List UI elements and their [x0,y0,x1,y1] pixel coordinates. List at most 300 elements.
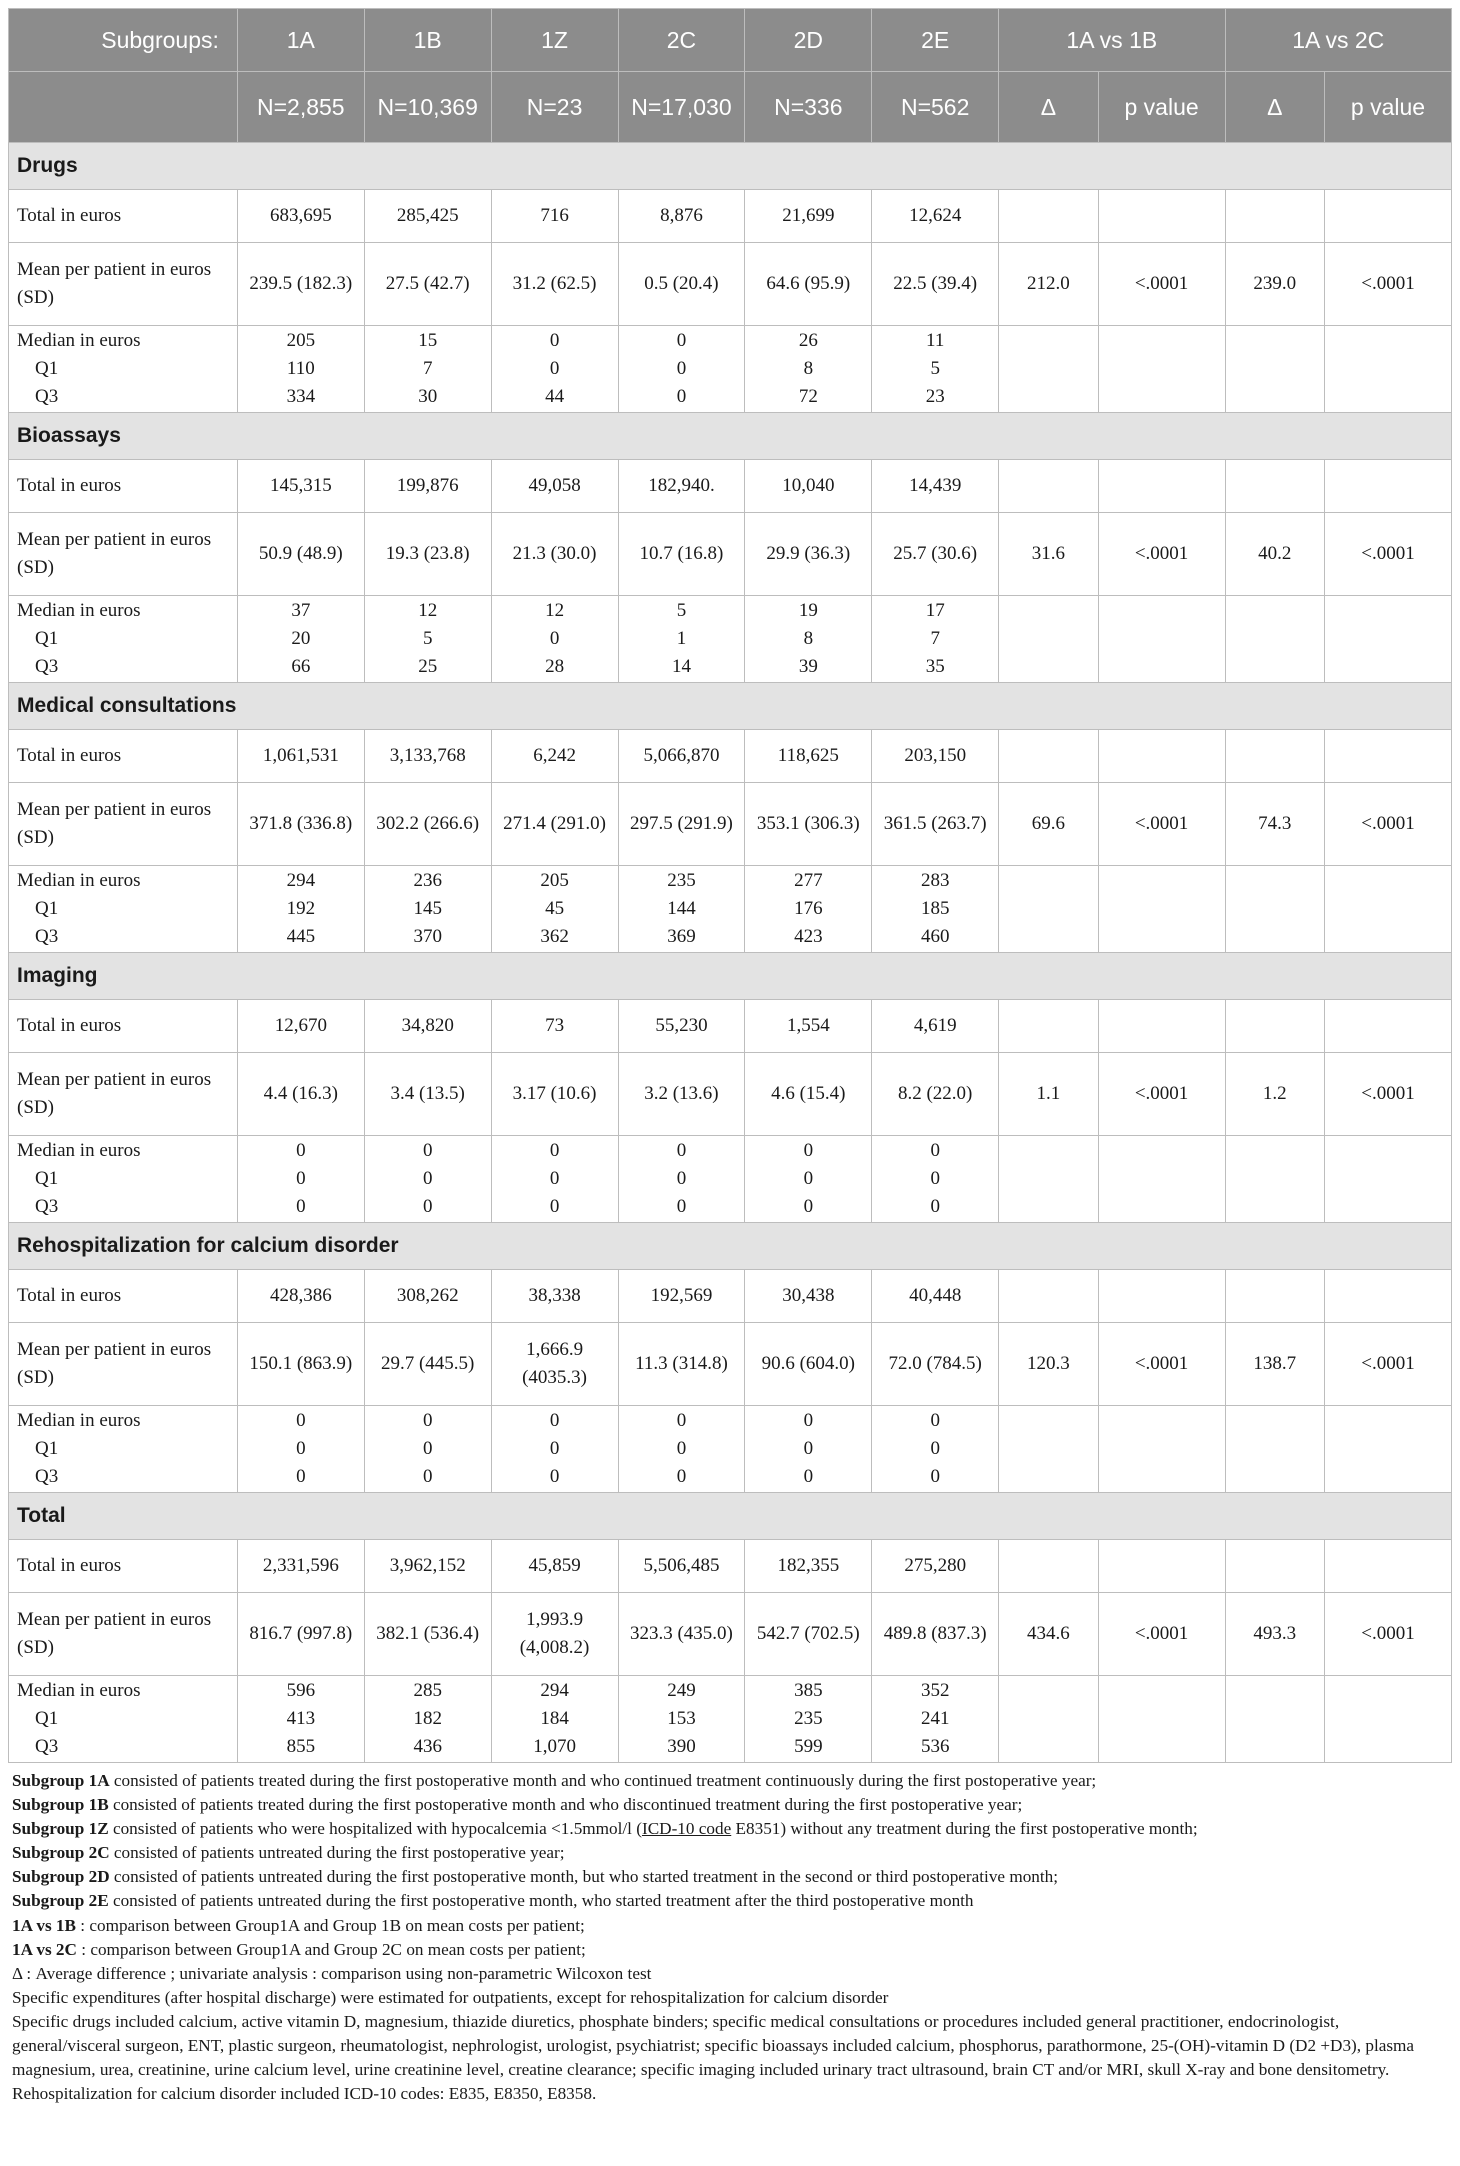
section-header-bioassays [9,413,1452,460]
median-value: 0 [296,1410,306,1431]
median-value: 17 [925,600,945,621]
row-label-mean: Mean per patient in euros (SD) [9,1323,238,1406]
quartiles-2d [745,596,872,683]
mean-value-2c: 3.2 (13.6) [618,1053,745,1136]
q1-value: 0 [549,1168,560,1189]
total-value-2e: 14,439 [872,460,999,513]
q3-value: 1,070 [533,1736,576,1757]
section-title-rehospitalization: Rehospitalization for calcium disorder [9,1223,1452,1270]
empty-cell [1225,596,1325,683]
table-row-total-rehospitalization [9,1270,1452,1323]
total-value-1z: 49,058 [491,460,618,513]
median-value: 15 [418,330,438,351]
q3-value: 30 [418,386,438,407]
total-value-2c: 182,940. [618,460,745,513]
q1-value: 0 [422,1168,433,1189]
median-value: 0 [676,1140,687,1161]
q3-value: 369 [667,926,696,947]
row-label-median-quartiles [9,1406,238,1493]
empty-cell [1225,1270,1325,1323]
table-row-mean-total [9,1593,1452,1676]
row-label-mean: Mean per patient in euros (SD) [9,513,238,596]
total-value-2e: 12,624 [872,190,999,243]
mean-value-2d: 29.9 (36.3) [745,513,872,596]
total-value-2d: 21,699 [745,190,872,243]
q1-value: 20 [291,628,311,649]
median-value: 19 [798,600,818,621]
delta-1a-vs-1b: 31.6 [999,513,1099,596]
q3-value: 0 [296,1466,306,1487]
empty-cell [1098,326,1225,413]
empty-cell [999,730,1099,783]
empty-cell [999,1406,1099,1493]
empty-cell [1325,460,1452,513]
q3-label: Q3 [35,1466,59,1487]
pvalue-1a-vs-1b: <.0001 [1098,243,1225,326]
mean-value-1a: 239.5 (182.3) [237,243,364,326]
q1-label: Q1 [35,358,59,379]
q1-label: Q1 [35,628,59,649]
q1-value: 0 [296,1438,306,1459]
q1-value: 235 [794,1708,823,1729]
total-value-1a: 1,061,531 [237,730,364,783]
table-row-median-total [9,1676,1452,1763]
delta-header-1b: Δ [999,72,1099,143]
median-value: 0 [422,1140,433,1161]
q3-value: 0 [930,1196,940,1217]
median-value: 0 [549,1140,560,1161]
group-label-2c: 2C [618,9,745,72]
mean-value-1z: 271.4 (291.0) [491,783,618,866]
q1-value: 0 [930,1168,940,1189]
q3-value: 14 [671,656,691,677]
footnote-subgroup-1a: Subgroup 1A consisted of patients treated during the first postoperative month and who continued treatment continuously during the first postoperative year; [12,1771,1097,1790]
row-label-median-quartiles [9,326,238,413]
section-header-drugs [9,143,1452,190]
empty-cell [1098,1406,1225,1493]
q3-value: 0 [676,1196,687,1217]
row-label-median-quartiles [9,596,238,683]
total-value-2c: 55,230 [618,1000,745,1053]
delta-1a-vs-1b: 1.1 [999,1053,1099,1136]
total-value-1b: 199,876 [364,460,491,513]
section-header-imaging [9,953,1452,1000]
empty-cell [1325,596,1452,683]
empty-cell [1325,1000,1452,1053]
pvalue-header-1b: p value [1098,72,1225,143]
total-value-1b: 3,962,152 [364,1540,491,1593]
q1-value: 5 [422,628,433,649]
section-header-medical-consultations [9,683,1452,730]
q3-value: 334 [286,386,316,407]
median-value: 283 [920,870,950,891]
q3-value: 445 [286,926,316,947]
empty-cell [1225,730,1325,783]
pvalue-1a-vs-2c: <.0001 [1325,1593,1452,1676]
median-value: 205 [540,870,569,891]
total-value-2e: 40,448 [872,1270,999,1323]
q1-value: 0 [803,1438,814,1459]
empty-cell [1225,1136,1325,1223]
table-row-median-bioassays [9,596,1452,683]
delta-1a-vs-2c: 239.0 [1225,243,1325,326]
row-label-mean: Mean per patient in euros (SD) [9,243,238,326]
q3-value: 0 [803,1196,814,1217]
section-header-rehospitalization [9,1223,1452,1270]
delta-1a-vs-2c: 74.3 [1225,783,1325,866]
footnote-subgroup-1b: Subgroup 1B consisted of patients treated during the first postoperative month and who discontinued treatment during the first postoperative year; [12,1795,1023,1815]
q1-value: 1 [676,628,687,649]
q1-value: 182 [413,1708,442,1729]
table-footnotes [8,1769,1452,2106]
q1-value: 0 [930,1438,940,1459]
empty-cell [1225,460,1325,513]
q3-label: Q3 [35,1736,59,1757]
quartiles-2e [872,1136,999,1223]
total-value-1b: 3,133,768 [364,730,491,783]
cost-table-container [8,8,1452,2106]
row-label-total: Total in euros [9,1540,238,1593]
median-label: Median in euros [17,1680,141,1701]
mean-value-1a: 150.1 (863.9) [237,1323,364,1406]
median-value: 11 [926,330,945,351]
delta-1a-vs-1b: 212.0 [999,243,1099,326]
total-value-2d: 30,438 [745,1270,872,1323]
empty-cell [1325,190,1452,243]
empty-cell [1098,190,1225,243]
row-label-median-quartiles [9,1676,238,1763]
empty-cell [999,1676,1099,1763]
pvalue-1a-vs-1b: <.0001 [1098,783,1225,866]
table-row-median-drugs [9,326,1452,413]
q1-value: 176 [794,898,823,919]
empty-cell [1098,730,1225,783]
mean-value-1z: 31.2 (62.5) [491,243,618,326]
empty-cell [1325,730,1452,783]
quartiles-2c [618,866,745,953]
total-value-1b: 34,820 [364,1000,491,1053]
quartiles-2c [618,596,745,683]
header-row-counts [9,72,1452,143]
median-value: 0 [422,1410,433,1431]
q3-value: 362 [540,926,569,947]
q3-value: 44 [545,386,565,407]
empty-cell [1325,1406,1452,1493]
header-row-groups [9,9,1452,72]
mean-value-2d: 542.7 (702.5) [745,1593,872,1676]
footnote-comparison-1a-1b: 1A vs 1B : comparison between Group1A and Group 1B on mean costs per patient; [12,1915,585,1935]
q1-value: 110 [286,358,315,379]
q1-value: 0 [803,1168,814,1189]
group-label-1z: 1Z [491,9,618,72]
footnote-delta: Δ : Average difference ; univariate analysis : comparison using non-parametric Wilcoxon test [12,1963,652,1983]
quartiles-2c [618,1676,745,1763]
median-value: 277 [794,870,823,891]
total-value-1z: 45,859 [491,1540,618,1593]
q1-value: 0 [676,1438,687,1459]
median-value: 205 [286,330,316,351]
empty-cell [1325,866,1452,953]
q1-value: 192 [286,898,316,919]
mean-value-2c: 10.7 (16.8) [618,513,745,596]
q3-label: Q3 [35,386,59,407]
delta-1a-vs-2c: 40.2 [1225,513,1325,596]
total-value-2c: 8,876 [618,190,745,243]
q1-value: 0 [549,358,560,379]
q1-value: 0 [549,628,560,649]
mean-value-1a: 816.7 (997.8) [237,1593,364,1676]
row-label-total: Total in euros [9,190,238,243]
row-label-median-quartiles [9,1136,238,1223]
table-row-median-imaging [9,1136,1452,1223]
total-value-1b: 308,262 [364,1270,491,1323]
row-label-mean: Mean per patient in euros (SD) [9,1593,238,1676]
q3-value: 370 [413,926,442,947]
row-label-mean: Mean per patient in euros (SD) [9,783,238,866]
icd-10-code-link[interactable]: ICD-10 code [641,1819,732,1839]
total-value-2d: 10,040 [745,460,872,513]
group-n-2d: N=336 [745,72,872,143]
mean-value-1z: 1,993.9 (4,008.2) [491,1593,618,1676]
q3-label: Q3 [35,1196,59,1217]
mean-value-1b: 27.5 (42.7) [364,243,491,326]
row-label-median-quartiles [9,866,238,953]
section-title-drugs: Drugs [9,143,1452,190]
median-value: 0 [676,330,687,351]
q3-value: 28 [545,656,565,677]
quartiles-2e [872,1406,999,1493]
pvalue-1a-vs-2c: <.0001 [1325,1053,1452,1136]
q3-value: 460 [920,926,950,947]
footnote-expenditures: Specific expenditures (after hospital discharge) were estimated for outpatients, except for rehospitalization for calcium disorder [12,1987,889,2007]
total-value-1a: 12,670 [237,1000,364,1053]
table-row-median-rehospitalization [9,1406,1452,1493]
group-n-2e: N=562 [872,72,999,143]
q3-value: 0 [930,1466,940,1487]
mean-value-1b: 19.3 (23.8) [364,513,491,596]
mean-value-2e: 22.5 (39.4) [872,243,999,326]
q1-label: Q1 [35,1438,59,1459]
section-header-total [9,1493,1452,1540]
group-n-1b: N=10,369 [364,72,491,143]
quartiles-2e [872,326,999,413]
quartiles-2c [618,326,745,413]
q3-value: 25 [418,656,438,677]
group-label-2e: 2E [872,9,999,72]
quartiles-1b [364,326,491,413]
empty-cell [1325,326,1452,413]
total-value-1z: 6,242 [491,730,618,783]
footnote-specifics: Specific drugs included calcium, active vitamin D, magnesium, thiazide diuretics, phosphate binders; specific medical consultations or procedures included general practitioner, endocrinologist, general/visceral surgeon, ENT, plastic surgeon, rheumatologist, nephrologist, urologist, psychiatrist; specific bioassays included calcium, phosphorus, parathormone, 25-(OH)-vitamin D (D2 +D3), plasma magnesium, urea, creatinine, urine calcium level, urine creatinine level, creatine clearance; specific imaging included urinary tract ultrasound, brain CT and/or MRI, skull X-ray and bone densitometry. Rehospitalization for calcium disorder included ICD-10 codes: E835, E8350, E8358. [12,2011,1415,2104]
table-body [9,143,1452,1763]
table-row-total-drugs [9,190,1452,243]
mean-value-2c: 323.3 (435.0) [618,1593,745,1676]
group-n-1z: N=23 [491,72,618,143]
q1-value: 0 [676,1168,687,1189]
median-value: 596 [286,1680,316,1701]
median-value: 294 [540,1680,569,1701]
median-value: 12 [418,600,438,621]
median-value: 0 [930,1410,940,1431]
mean-value-1z: 21.3 (30.0) [491,513,618,596]
section-title-bioassays: Bioassays [9,413,1452,460]
total-value-2e: 4,619 [872,1000,999,1053]
median-value: 385 [794,1680,823,1701]
footnote-subgroup-2d: Subgroup 2D consisted of patients untreated during the first postoperative month, but who started treatment in the second or third postoperative month; [12,1867,1059,1887]
empty-cell [999,326,1099,413]
median-value: 5 [676,600,687,621]
pvalue-1a-vs-2c: <.0001 [1325,1323,1452,1406]
empty-cell [1225,190,1325,243]
quartiles-1b [364,1676,491,1763]
quartiles-1a [237,596,364,683]
row-label-mean: Mean per patient in euros (SD) [9,1053,238,1136]
median-label: Median in euros [17,330,141,351]
q1-value: 0 [422,1438,433,1459]
empty-cell [1225,1406,1325,1493]
total-value-2c: 5,066,870 [618,730,745,783]
pvalue-1a-vs-2c: <.0001 [1325,243,1452,326]
mean-value-1z: 3.17 (10.6) [491,1053,618,1136]
median-value: 352 [920,1680,950,1701]
table-row-total-bioassays [9,460,1452,513]
quartiles-2d [745,1136,872,1223]
mean-value-2d: 4.6 (15.4) [745,1053,872,1136]
empty-cell [1325,1676,1452,1763]
mean-value-2e: 25.7 (30.6) [872,513,999,596]
table-row-mean-drugs [9,243,1452,326]
q1-value: 413 [286,1708,316,1729]
quartiles-1z [491,866,618,953]
total-value-1z: 38,338 [491,1270,618,1323]
row-label-total: Total in euros [9,1270,238,1323]
empty-cell [999,1270,1099,1323]
pvalue-1a-vs-2c: <.0001 [1325,783,1452,866]
q3-value: 0 [549,1196,560,1217]
mean-value-1z: 1,666.9 (4035.3) [491,1323,618,1406]
q1-value: 45 [545,898,565,919]
pvalue-1a-vs-2c: <.0001 [1325,513,1452,596]
median-value: 294 [286,870,316,891]
q1-label: Q1 [35,1708,59,1729]
mean-value-2d: 353.1 (306.3) [745,783,872,866]
median-value: 37 [291,600,311,621]
empty-cell [999,1540,1099,1593]
quartiles-2d [745,1676,872,1763]
q3-label: Q3 [35,926,59,947]
delta-1a-vs-2c: 138.7 [1225,1323,1325,1406]
quartiles-1b [364,1136,491,1223]
delta-1a-vs-2c: 493.3 [1225,1593,1325,1676]
mean-value-2c: 297.5 (291.9) [618,783,745,866]
total-value-1a: 683,695 [237,190,364,243]
mean-value-2c: 11.3 (314.8) [618,1323,745,1406]
delta-1a-vs-1b: 434.6 [999,1593,1099,1676]
q1-label: Q1 [35,898,59,919]
mean-value-1a: 4.4 (16.3) [237,1053,364,1136]
empty-cell [1098,1540,1225,1593]
median-value: 12 [545,600,565,621]
q3-value: 0 [422,1196,433,1217]
q3-value: 390 [667,1736,696,1757]
q3-value: 0 [676,386,687,407]
quartiles-2c [618,1136,745,1223]
q3-value: 855 [286,1736,316,1757]
empty-cell [1098,1270,1225,1323]
group-label-2d: 2D [745,9,872,72]
empty-cell [1325,1540,1452,1593]
quartiles-2e [872,1676,999,1763]
quartiles-1a [237,1136,364,1223]
table-row-total-imaging [9,1000,1452,1053]
table-row-median-medical-consultations [9,866,1452,953]
table-row-mean-medical-consultations [9,783,1452,866]
empty-cell [1098,460,1225,513]
quartiles-1z [491,1406,618,1493]
q3-label: Q3 [35,656,59,677]
median-value: 0 [803,1140,814,1161]
total-value-2d: 1,554 [745,1000,872,1053]
q3-value: 0 [549,1466,560,1487]
q3-value: 536 [920,1736,950,1757]
q3-value: 0 [422,1466,433,1487]
empty-cell [999,1000,1099,1053]
mean-value-2e: 8.2 (22.0) [872,1053,999,1136]
delta-header-2c: Δ [1225,72,1325,143]
quartiles-2d [745,326,872,413]
q1-value: 0 [296,1168,306,1189]
quartiles-2e [872,596,999,683]
table-row-mean-imaging [9,1053,1452,1136]
pvalue-1a-vs-1b: <.0001 [1098,1323,1225,1406]
q1-value: 0 [676,358,687,379]
mean-value-1a: 50.9 (48.9) [237,513,364,596]
total-value-1b: 285,425 [364,190,491,243]
cost-table [8,8,1452,1763]
q1-label: Q1 [35,1168,59,1189]
mean-value-1a: 371.8 (336.8) [237,783,364,866]
total-value-1a: 145,315 [237,460,364,513]
quartiles-1z [491,326,618,413]
quartiles-1b [364,1406,491,1493]
q3-value: 0 [803,1466,814,1487]
pvalue-1a-vs-1b: <.0001 [1098,513,1225,596]
footnote-subgroup-2c: Subgroup 2C consisted of patients untreated during the first postoperative year; [12,1843,565,1863]
median-value: 236 [413,870,442,891]
table-row-total-medical-consultations [9,730,1452,783]
q3-value: 436 [413,1736,442,1757]
empty-cell [1225,326,1325,413]
quartiles-1b [364,596,491,683]
mean-value-1b: 29.7 (445.5) [364,1323,491,1406]
quartiles-1a [237,866,364,953]
q3-value: 66 [291,656,311,677]
q1-value: 241 [920,1708,950,1729]
total-value-1a: 2,331,596 [237,1540,364,1593]
quartiles-1a [237,326,364,413]
q1-value: 153 [667,1708,696,1729]
empty-cell [999,1136,1099,1223]
q1-value: 144 [667,898,696,919]
group-n-1a: N=2,855 [237,72,364,143]
q3-value: 23 [925,386,945,407]
q3-value: 72 [798,386,818,407]
section-title-imaging: Imaging [9,953,1452,1000]
empty-cell [1225,1676,1325,1763]
pvalue-1a-vs-1b: <.0001 [1098,1053,1225,1136]
q3-value: 599 [794,1736,823,1757]
median-value: 0 [549,1410,560,1431]
